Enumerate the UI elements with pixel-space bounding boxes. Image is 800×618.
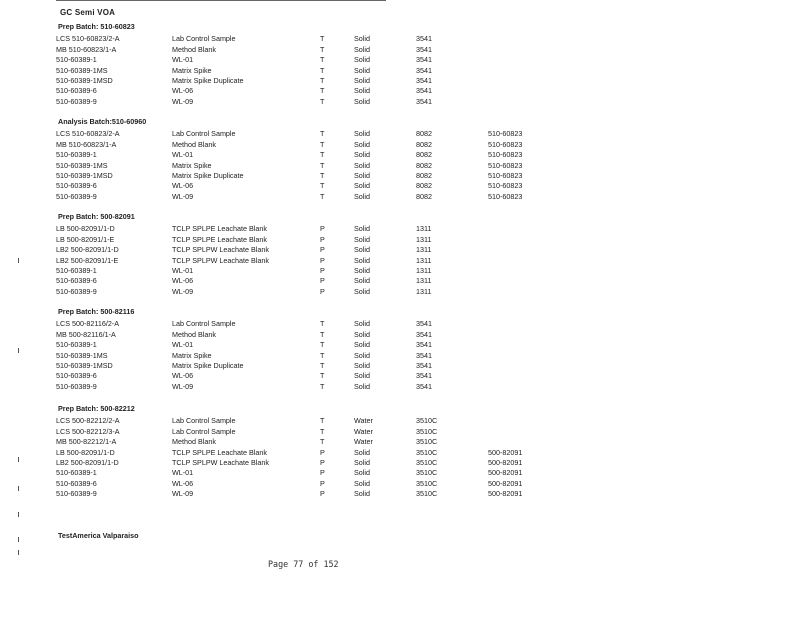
table-row bbox=[56, 181, 523, 191]
method-cell: 1311 bbox=[416, 224, 432, 234]
table-row bbox=[56, 245, 432, 255]
method-cell: 3541 bbox=[416, 360, 432, 370]
method-cell: 3541 bbox=[416, 340, 432, 350]
table-row bbox=[56, 255, 432, 266]
type-code-cell: T bbox=[320, 65, 325, 75]
description-cell: Matrix Spike Duplicate bbox=[172, 360, 244, 370]
method-cell: 1311 bbox=[416, 234, 432, 244]
matrix-cell: Water bbox=[354, 426, 373, 436]
batch-ref-cell: 510-60823 bbox=[488, 191, 523, 201]
matrix-cell: Solid bbox=[354, 234, 370, 244]
type-code-cell: T bbox=[320, 55, 325, 65]
table-row bbox=[56, 478, 523, 489]
description-cell: WL-01 bbox=[172, 340, 194, 350]
margin-mark bbox=[18, 348, 19, 353]
method-cell: 3541 bbox=[416, 371, 432, 381]
matrix-cell: Solid bbox=[354, 44, 370, 54]
sample-id-cell: 510-60389-1MSD bbox=[56, 360, 113, 370]
type-code-cell: P bbox=[320, 468, 325, 478]
matrix-cell: Solid bbox=[354, 150, 370, 160]
table-row bbox=[56, 457, 523, 468]
table-row bbox=[56, 129, 523, 139]
matrix-cell: Solid bbox=[354, 65, 370, 75]
sample-id-cell: MB 510-60823/1-A bbox=[56, 44, 117, 54]
description-cell: Lab Control Sample bbox=[172, 426, 236, 436]
method-cell: 8082 bbox=[416, 191, 432, 201]
batch-ref-cell: 510-60823 bbox=[488, 139, 523, 149]
sample-id-cell: 510-60389-1MSD bbox=[56, 170, 113, 180]
table-row bbox=[56, 360, 432, 371]
table-row bbox=[56, 265, 432, 276]
description-cell: Method Blank bbox=[172, 44, 216, 54]
method-cell: 8082 bbox=[416, 139, 432, 149]
sample-id-cell: MB 500-82116/1-A bbox=[56, 329, 116, 339]
batch-ref-cell: 500-82091 bbox=[488, 478, 523, 488]
matrix-cell: Solid bbox=[354, 34, 370, 44]
description-cell: WL-09 bbox=[172, 96, 194, 106]
method-cell: 1311 bbox=[416, 286, 432, 296]
matrix-cell: Solid bbox=[354, 86, 370, 96]
sample-id-cell: 510-60389-9 bbox=[56, 489, 97, 499]
type-code-cell: T bbox=[320, 170, 325, 180]
type-code-cell: T bbox=[320, 139, 325, 149]
sample-id-cell: 510-60389-1 bbox=[56, 55, 97, 65]
sample-id-cell: LCS 500-82212/3-A bbox=[56, 426, 120, 436]
description-cell: TCLP SPLPW Leachate Blank bbox=[172, 457, 269, 467]
method-cell: 1311 bbox=[416, 276, 432, 286]
batch-title: Prep Batch: 500-82212 bbox=[58, 404, 135, 413]
matrix-cell: Solid bbox=[354, 478, 370, 488]
sample-id-cell: 510-60389-6 bbox=[56, 371, 97, 381]
sample-id-cell: 510-60389-9 bbox=[56, 191, 97, 201]
type-code-cell: T bbox=[320, 350, 325, 360]
margin-mark bbox=[18, 258, 19, 263]
matrix-cell: Solid bbox=[354, 468, 370, 478]
description-cell: WL-06 bbox=[172, 276, 194, 286]
type-code-cell: P bbox=[320, 245, 325, 255]
method-cell: 3541 bbox=[416, 44, 432, 54]
sample-id-cell: LB2 500-82091/1-D bbox=[56, 457, 119, 467]
top-rule bbox=[56, 0, 386, 1]
method-cell: 3510C bbox=[416, 457, 438, 467]
table-row bbox=[56, 75, 432, 86]
sample-id-cell: 510-60389-6 bbox=[56, 478, 97, 488]
batch-title: Prep Batch: 500-82091 bbox=[58, 212, 135, 221]
margin-mark bbox=[18, 537, 19, 542]
matrix-cell: Solid bbox=[354, 181, 370, 191]
matrix-cell: Solid bbox=[354, 457, 370, 467]
batch-title: Prep Batch: 500-82116 bbox=[58, 307, 135, 316]
sample-id-cell: LB 500-82091/1-D bbox=[56, 224, 115, 234]
lab-name-footer: TestAmerica Valparaiso bbox=[58, 531, 139, 540]
matrix-cell: Solid bbox=[354, 371, 370, 381]
sample-id-cell: LB2 500-82091/1-E bbox=[56, 255, 119, 265]
method-cell: 3510C bbox=[416, 416, 438, 426]
method-cell: 8082 bbox=[416, 160, 432, 170]
description-cell: Matrix Spike bbox=[172, 350, 212, 360]
table-row bbox=[56, 55, 432, 65]
table-row bbox=[56, 34, 432, 44]
batch-section bbox=[56, 22, 432, 107]
matrix-cell: Solid bbox=[354, 340, 370, 350]
type-code-cell: T bbox=[320, 96, 325, 106]
sample-id-cell: 510-60389-6 bbox=[56, 276, 97, 286]
method-cell: 8082 bbox=[416, 170, 432, 180]
table-row bbox=[56, 191, 523, 202]
type-code-cell: T bbox=[320, 75, 325, 85]
method-cell: 3541 bbox=[416, 55, 432, 65]
method-cell: 3541 bbox=[416, 96, 432, 106]
method-cell: 3541 bbox=[416, 350, 432, 360]
type-code-cell: T bbox=[320, 44, 325, 54]
description-cell: Method Blank bbox=[172, 139, 216, 149]
batch-ref-cell: 500-82091 bbox=[488, 489, 523, 499]
method-cell: 3510C bbox=[416, 447, 438, 457]
description-cell: WL-09 bbox=[172, 286, 194, 296]
type-code-cell: T bbox=[320, 34, 325, 44]
type-code-cell: T bbox=[320, 437, 325, 447]
matrix-cell: Solid bbox=[354, 75, 370, 85]
method-cell: 8082 bbox=[416, 129, 432, 139]
method-cell: 3510C bbox=[416, 437, 438, 447]
type-code-cell: P bbox=[320, 224, 325, 234]
batch-ref-cell: 510-60823 bbox=[488, 170, 523, 180]
table-row bbox=[56, 170, 523, 181]
method-cell: 3510C bbox=[416, 489, 438, 499]
matrix-cell: Solid bbox=[354, 129, 370, 139]
table-row bbox=[56, 276, 432, 286]
sample-id-cell: 510-60389-1MS bbox=[56, 65, 108, 75]
type-code-cell: T bbox=[320, 319, 325, 329]
matrix-cell: Solid bbox=[354, 489, 370, 499]
table-row bbox=[56, 381, 432, 392]
matrix-cell: Solid bbox=[354, 265, 370, 275]
description-cell: Method Blank bbox=[172, 329, 216, 339]
sample-id-cell: 510-60389-1 bbox=[56, 265, 97, 275]
matrix-cell: Solid bbox=[354, 160, 370, 170]
method-cell: 3541 bbox=[416, 65, 432, 75]
batch-title: Analysis Batch:510-60960 bbox=[58, 117, 147, 126]
sample-id-cell: LCS 500-82116/2-A bbox=[56, 319, 119, 329]
sample-id-cell: MB 500-82212/1-A bbox=[56, 437, 117, 447]
matrix-cell: Solid bbox=[354, 276, 370, 286]
matrix-cell: Solid bbox=[354, 96, 370, 106]
sample-id-cell: 510-60389-1MS bbox=[56, 160, 108, 170]
batch-ref-cell: 510-60823 bbox=[488, 129, 523, 139]
type-code-cell: P bbox=[320, 234, 325, 244]
description-cell: Lab Control Sample bbox=[172, 129, 236, 139]
description-cell: TCLP SPLPE Leachate Blank bbox=[172, 234, 267, 244]
sample-id-cell: LCS 500-82212/2-A bbox=[56, 416, 120, 426]
type-code-cell: T bbox=[320, 360, 325, 370]
batch-section bbox=[56, 307, 432, 392]
type-code-cell: T bbox=[320, 371, 325, 381]
sample-id-cell: 510-60389-9 bbox=[56, 96, 97, 106]
page-header: GC Semi VOA bbox=[60, 8, 116, 17]
type-code-cell: T bbox=[320, 329, 325, 339]
table-row bbox=[56, 468, 523, 478]
description-cell: WL-09 bbox=[172, 191, 194, 201]
type-code-cell: T bbox=[320, 86, 325, 96]
description-cell: WL-09 bbox=[172, 489, 194, 499]
type-code-cell: P bbox=[320, 478, 325, 488]
type-code-cell: T bbox=[320, 416, 325, 426]
description-cell: TCLP SPLPE Leachate Blank bbox=[172, 224, 267, 234]
matrix-cell: Solid bbox=[354, 55, 370, 65]
type-code-cell: P bbox=[320, 276, 325, 286]
sample-id-cell: LB2 500-82091/1-D bbox=[56, 245, 119, 255]
description-cell: Matrix Spike bbox=[172, 160, 212, 170]
sample-id-cell: 510-60389-9 bbox=[56, 286, 97, 296]
description-cell: Lab Control Sample bbox=[172, 319, 236, 329]
method-cell: 3541 bbox=[416, 86, 432, 96]
type-code-cell: T bbox=[320, 191, 325, 201]
table-row bbox=[56, 224, 432, 234]
batch-section bbox=[56, 212, 432, 297]
method-cell: 3510C bbox=[416, 478, 438, 488]
table-row bbox=[56, 234, 432, 245]
sample-id-cell: 510-60389-1MSD bbox=[56, 75, 113, 85]
matrix-cell: Water bbox=[354, 416, 373, 426]
sample-id-cell: 510-60389-1 bbox=[56, 150, 97, 160]
description-cell: TCLP SPLPW Leachate Blank bbox=[172, 255, 269, 265]
matrix-cell: Solid bbox=[354, 381, 370, 391]
sample-id-cell: 510-60389-6 bbox=[56, 86, 97, 96]
sample-id-cell: 510-60389-6 bbox=[56, 181, 97, 191]
matrix-cell: Solid bbox=[354, 191, 370, 201]
description-cell: Matrix Spike Duplicate bbox=[172, 75, 244, 85]
type-code-cell: P bbox=[320, 286, 325, 296]
type-code-cell: T bbox=[320, 381, 325, 391]
type-code-cell: T bbox=[320, 426, 325, 436]
table-row bbox=[56, 86, 432, 96]
table-row bbox=[56, 286, 432, 297]
description-cell: WL-06 bbox=[172, 371, 194, 381]
table-row bbox=[56, 447, 523, 458]
matrix-cell: Solid bbox=[354, 170, 370, 180]
table-row bbox=[56, 340, 432, 350]
batch-ref-cell: 510-60823 bbox=[488, 181, 523, 191]
batch-ref-cell: 500-82091 bbox=[488, 447, 523, 457]
description-cell: Matrix Spike Duplicate bbox=[172, 170, 244, 180]
method-cell: 1311 bbox=[416, 255, 432, 265]
page-number: Page 77 of 152 bbox=[268, 559, 339, 569]
matrix-cell: Solid bbox=[354, 447, 370, 457]
method-cell: 1311 bbox=[416, 265, 432, 275]
table-row bbox=[56, 44, 432, 55]
type-code-cell: P bbox=[320, 447, 325, 457]
sample-id-cell: LB 500-82091/1-D bbox=[56, 447, 115, 457]
table-row bbox=[56, 329, 432, 340]
description-cell: WL-01 bbox=[172, 55, 194, 65]
matrix-cell: Solid bbox=[354, 139, 370, 149]
method-cell: 3541 bbox=[416, 75, 432, 85]
table-row bbox=[56, 65, 432, 76]
table-row bbox=[56, 96, 432, 107]
type-code-cell: T bbox=[320, 340, 325, 350]
method-cell: 3510C bbox=[416, 468, 438, 478]
table-row bbox=[56, 160, 523, 171]
batch-section bbox=[56, 117, 523, 202]
type-code-cell: P bbox=[320, 457, 325, 467]
method-cell: 8082 bbox=[416, 150, 432, 160]
margin-mark bbox=[18, 457, 19, 462]
description-cell: Lab Control Sample bbox=[172, 416, 236, 426]
matrix-cell: Water bbox=[354, 437, 373, 447]
table-row bbox=[56, 371, 432, 381]
sample-id-cell: 510-60389-1MS bbox=[56, 350, 108, 360]
description-cell: WL-01 bbox=[172, 468, 194, 478]
method-cell: 3541 bbox=[416, 329, 432, 339]
type-code-cell: T bbox=[320, 150, 325, 160]
type-code-cell: T bbox=[320, 129, 325, 139]
table-row bbox=[56, 150, 523, 160]
type-code-cell: T bbox=[320, 160, 325, 170]
method-cell: 3541 bbox=[416, 319, 432, 329]
sample-id-cell: LCS 510-60823/2-A bbox=[56, 34, 120, 44]
type-code-cell: P bbox=[320, 489, 325, 499]
table-row bbox=[56, 319, 432, 329]
batch-ref-cell: 510-60823 bbox=[488, 160, 523, 170]
method-cell: 3541 bbox=[416, 34, 432, 44]
sample-id-cell: 510-60389-9 bbox=[56, 381, 97, 391]
table-row bbox=[56, 350, 432, 361]
batch-ref-cell: 510-60823 bbox=[488, 150, 523, 160]
table-row bbox=[56, 489, 523, 499]
method-cell: 1311 bbox=[416, 245, 432, 255]
method-cell: 3510C bbox=[416, 426, 438, 436]
sample-id-cell: 510-60389-1 bbox=[56, 340, 97, 350]
margin-mark bbox=[18, 512, 19, 517]
description-cell: TCLP SPLPE Leachate Blank bbox=[172, 447, 267, 457]
matrix-cell: Solid bbox=[354, 224, 370, 234]
matrix-cell: Solid bbox=[354, 319, 370, 329]
description-cell: Lab Control Sample bbox=[172, 34, 236, 44]
description-cell: TCLP SPLPW Leachate Blank bbox=[172, 245, 269, 255]
batch-title: Prep Batch: 510-60823 bbox=[58, 22, 135, 31]
method-cell: 3541 bbox=[416, 381, 432, 391]
sample-id-cell: LB 500-82091/1-E bbox=[56, 234, 115, 244]
batch-section bbox=[56, 404, 523, 500]
table-row bbox=[56, 426, 438, 437]
sample-id-cell: MB 510-60823/1-A bbox=[56, 139, 117, 149]
matrix-cell: Solid bbox=[354, 360, 370, 370]
table-row bbox=[56, 139, 523, 150]
type-code-cell: T bbox=[320, 181, 325, 191]
description-cell: WL-06 bbox=[172, 181, 194, 191]
table-row bbox=[56, 437, 438, 447]
matrix-cell: Solid bbox=[354, 245, 370, 255]
description-cell: WL-01 bbox=[172, 265, 194, 275]
description-cell: Matrix Spike bbox=[172, 65, 212, 75]
description-cell: WL-06 bbox=[172, 86, 194, 96]
matrix-cell: Solid bbox=[354, 350, 370, 360]
description-cell: WL-01 bbox=[172, 150, 194, 160]
margin-mark bbox=[18, 550, 19, 555]
batch-ref-cell: 500-82091 bbox=[488, 457, 523, 467]
type-code-cell: P bbox=[320, 265, 325, 275]
batch-ref-cell: 500-82091 bbox=[488, 468, 523, 478]
description-cell: WL-06 bbox=[172, 478, 194, 488]
type-code-cell: P bbox=[320, 255, 325, 265]
sample-id-cell: 510-60389-1 bbox=[56, 468, 97, 478]
matrix-cell: Solid bbox=[354, 329, 370, 339]
description-cell: Method Blank bbox=[172, 437, 216, 447]
sample-id-cell: LCS 510-60823/2-A bbox=[56, 129, 120, 139]
margin-mark bbox=[18, 486, 19, 491]
matrix-cell: Solid bbox=[354, 286, 370, 296]
method-cell: 8082 bbox=[416, 181, 432, 191]
description-cell: WL-09 bbox=[172, 381, 194, 391]
matrix-cell: Solid bbox=[354, 255, 370, 265]
table-row bbox=[56, 416, 438, 426]
